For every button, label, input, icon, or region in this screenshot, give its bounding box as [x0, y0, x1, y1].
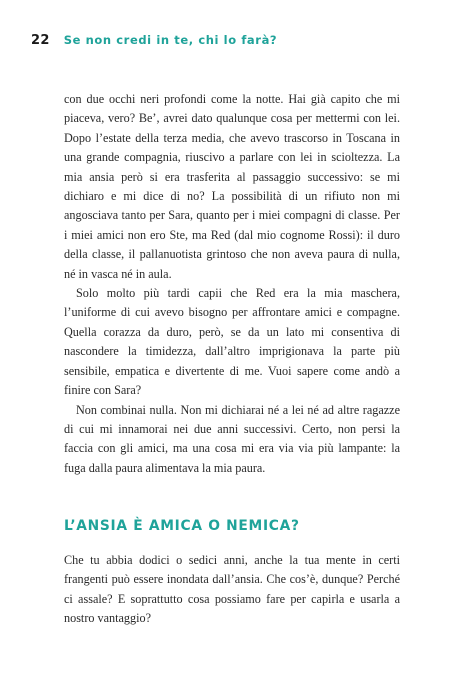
section-paragraph: Che tu abbia dodici o sedici anni, anche la tua mente in certi frangenti può essere inondata dall’ansia. Che cos’è, dunque? Perché ci assale? E soprattutto cosa possiamo fare per capirla e usarla a nostro vantaggio? [64, 553, 400, 626]
section-body [64, 551, 400, 629]
paragraph-fear: Non combinai nulla. Non mi dichiarai né a lei né ad altre ragazze di cui mi innamorai nei due anni successivi. Certo, non persi la faccia con gli amici, ma una cosa mi era via via più lampante: la fuga dalla paura alimentava la mia paura. [64, 402, 400, 475]
page-number: 22 [31, 33, 50, 48]
running-head [31, 33, 444, 49]
paragraph-mask: Solo molto più tardi capii che Red era la mia maschera, l’uniforme di cui avevo bisogno per affrontare amici e compagne. Quella corazza da duro, però, se da un lato mi consentiva di nascondere la timidezza, dall’altro imprigionava la parte più sensibile, empatica e divertente di me. Vuoi sapere come andò a finire con Sara? [64, 286, 400, 398]
paragraph-continued: con due occhi neri profondi come la notte. Hai già capito che mi piaceva, vero? Be’, avrei dato qualunque cosa per mettermi con lei. Dopo l’estate della terza media, che avevo trascorso in Toscana in una grande compagnia, riuscivo a parlare con lei in scioltezza. La mia ansia però si era trasferita al passaggio successivo: se mi dichiaro e mi dice di no? La possibilità di un rifiuto non mi angosciava tanto per Sara, quanto per i miei compagni di classe. Per i miei amici non ero Ste, ma Red (dal mio cognome Rossi): il duro della classe, il pallanuotista grintoso che non aveva paura di nulla, né in vasca né in aula. [64, 92, 400, 281]
section-heading: L’ANSIA È AMICA O NEMICA? [64, 518, 300, 534]
body-text [64, 90, 400, 478]
running-title: Se non credi in te, chi lo farà? [63, 33, 278, 47]
